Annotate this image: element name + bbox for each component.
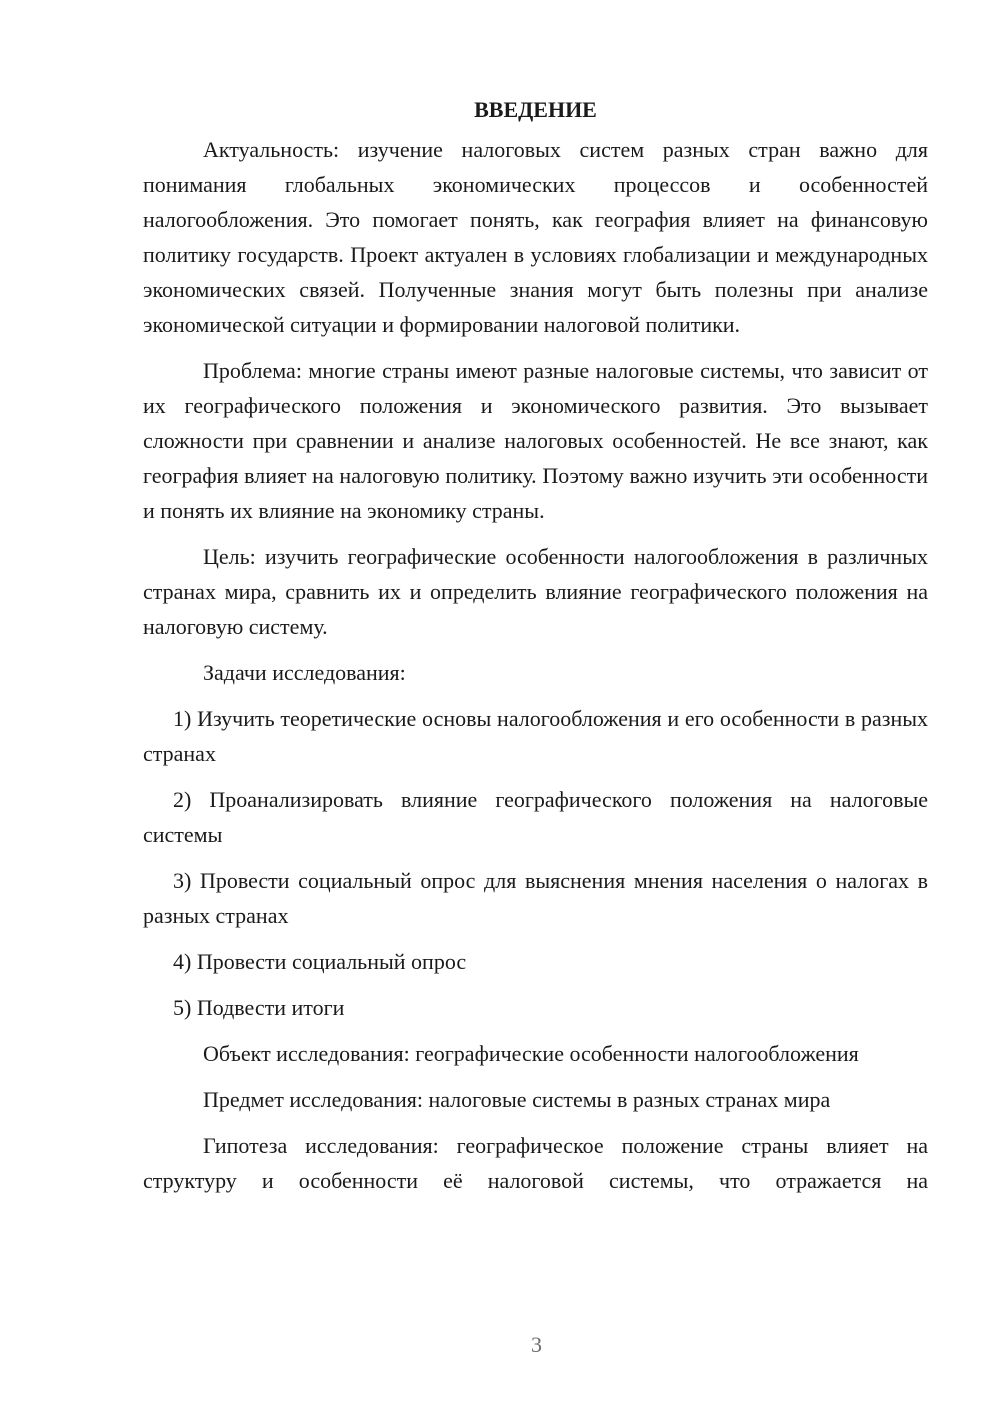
section-heading: ВВЕДЕНИЕ [474,97,597,122]
task-item-2: 2) Проанализировать влияние географического положения на налоговые системы [143,787,928,847]
document-page [143,92,928,1209]
task-item-1: 1) Изучить теоретические основы налогообложения и его особенности в разных странах [143,706,928,766]
paragraph-relevance: Актуальность: изучение налоговых систем разных стран важно для понимания глобальных экономических процессов и особенностей налогообложения. Это помогает понять, как география влияет на финансовую политику государств. Проект актуален в условиях глобализации и международных экономических связей. Полученные знания могут быть полезны при анализе экономической ситуации и формировании налоговой политики. [143,137,928,337]
paragraph-goal: Цель: изучить географические особенности налогообложения в различных странах мира, сравнить их и определить влияние географического положения на налоговую систему. [143,544,928,639]
paragraph-hypothesis: Гипотеза исследования: географическое положение страны влияет на структуру и особенности её налоговой системы, что отражается на [143,1133,928,1193]
paragraph-subject: Предмет исследования: налоговые системы в разных странах мира [203,1087,831,1112]
page-number: 3 [531,1332,542,1357]
task-item-3: 3) Провести социальный опрос для выяснения мнения населения о налогах в разных странах [143,868,928,928]
paragraph-object: Объект исследования: географические особенности налогообложения [203,1041,859,1066]
tasks-heading: Задачи исследования: [203,660,406,685]
task-item-4: 4) Провести социальный опрос [173,949,467,974]
task-item-5: 5) Подвести итоги [173,995,345,1020]
paragraph-problem: Проблема: многие страны имеют разные налоговые системы, что зависит от их географического положения и экономического развития. Это вызывает сложности при сравнении и анализе налоговых особенностей. Не все знают, как география влияет на налоговую политику. Поэтому важно изучить эти особенности и понять их влияние на экономику страны. [143,358,928,523]
